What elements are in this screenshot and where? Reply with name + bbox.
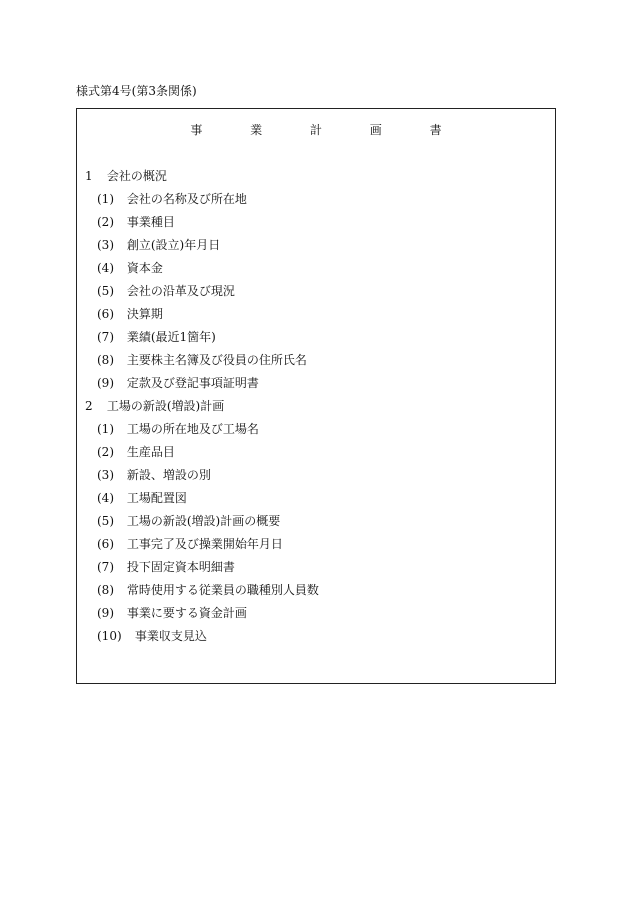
item-label: 定款及び登記事項証明書 [126,376,259,390]
item-label: 主要株主名簿及び役員の住所氏名 [126,353,307,367]
list-item [97,491,187,505]
list-item [97,376,259,390]
item-number: (7) [97,560,114,574]
list-item [97,422,259,436]
item-label: 工事完了及び操業開始年月日 [126,537,283,551]
item-number: (1) [97,422,114,436]
item-label: 工場の新設(増設)計画の概要 [126,514,281,528]
item-number: (10) [97,629,122,643]
item-number: (9) [97,376,114,390]
list-item [97,284,235,298]
section-heading [85,169,167,183]
list-item [97,468,211,482]
section-number: 2 [85,399,93,413]
item-number: (1) [97,192,114,206]
section-number: 1 [85,169,93,183]
list-item [97,330,216,344]
item-label: 事業種目 [126,215,175,229]
item-label: 工場の所在地及び工場名 [126,422,259,436]
list-item [97,215,175,229]
item-number: (2) [97,215,114,229]
list-item [97,583,319,597]
item-number: (4) [97,491,114,505]
item-label: 常時使用する従業員の職種別人員数 [126,583,319,597]
section-label: 工場の新設(増設)計画 [106,399,225,413]
item-label: 生産品目 [126,445,175,459]
item-number: (4) [97,261,114,275]
list-item [97,514,280,528]
item-label: 事業収支見込 [134,629,207,643]
item-number: (3) [97,238,114,252]
item-number: (6) [97,537,114,551]
item-label: 創立(設立)年月日 [126,238,221,252]
item-label: 資本金 [126,261,163,275]
item-number: (5) [97,284,114,298]
item-label: 会社の名称及び所在地 [126,192,247,206]
item-number: (7) [97,330,114,344]
list-item [97,445,175,459]
list-item [97,560,235,574]
item-label: 決算期 [126,307,163,321]
section-heading [85,399,224,413]
item-label: 投下固定資本明細書 [126,560,235,574]
list-item [97,192,247,206]
list-item [97,537,283,551]
list-item [97,629,207,643]
list-item [97,261,163,275]
item-label: 事業に要する資金計画 [126,606,247,620]
item-number: (8) [97,583,114,597]
item-label: 会社の沿革及び現況 [126,284,235,298]
item-label: 工場配置図 [126,491,187,505]
list-item [97,353,307,367]
item-number: (5) [97,514,114,528]
item-number: (2) [97,445,114,459]
plan-frame [76,108,556,684]
section-label: 会社の概況 [106,169,167,183]
document-title: 事 業 計 画 書 [190,123,464,137]
item-number: (6) [97,307,114,321]
form-number: 様式第4号(第3条関係) [76,84,197,98]
item-number: (3) [97,468,114,482]
list-item [97,606,247,620]
list-item [97,307,163,321]
item-number: (9) [97,606,114,620]
item-number: (8) [97,353,114,367]
item-label: 業績(最近1箇年) [126,330,216,344]
item-label: 新設、増設の別 [126,468,211,482]
list-item [97,238,220,252]
